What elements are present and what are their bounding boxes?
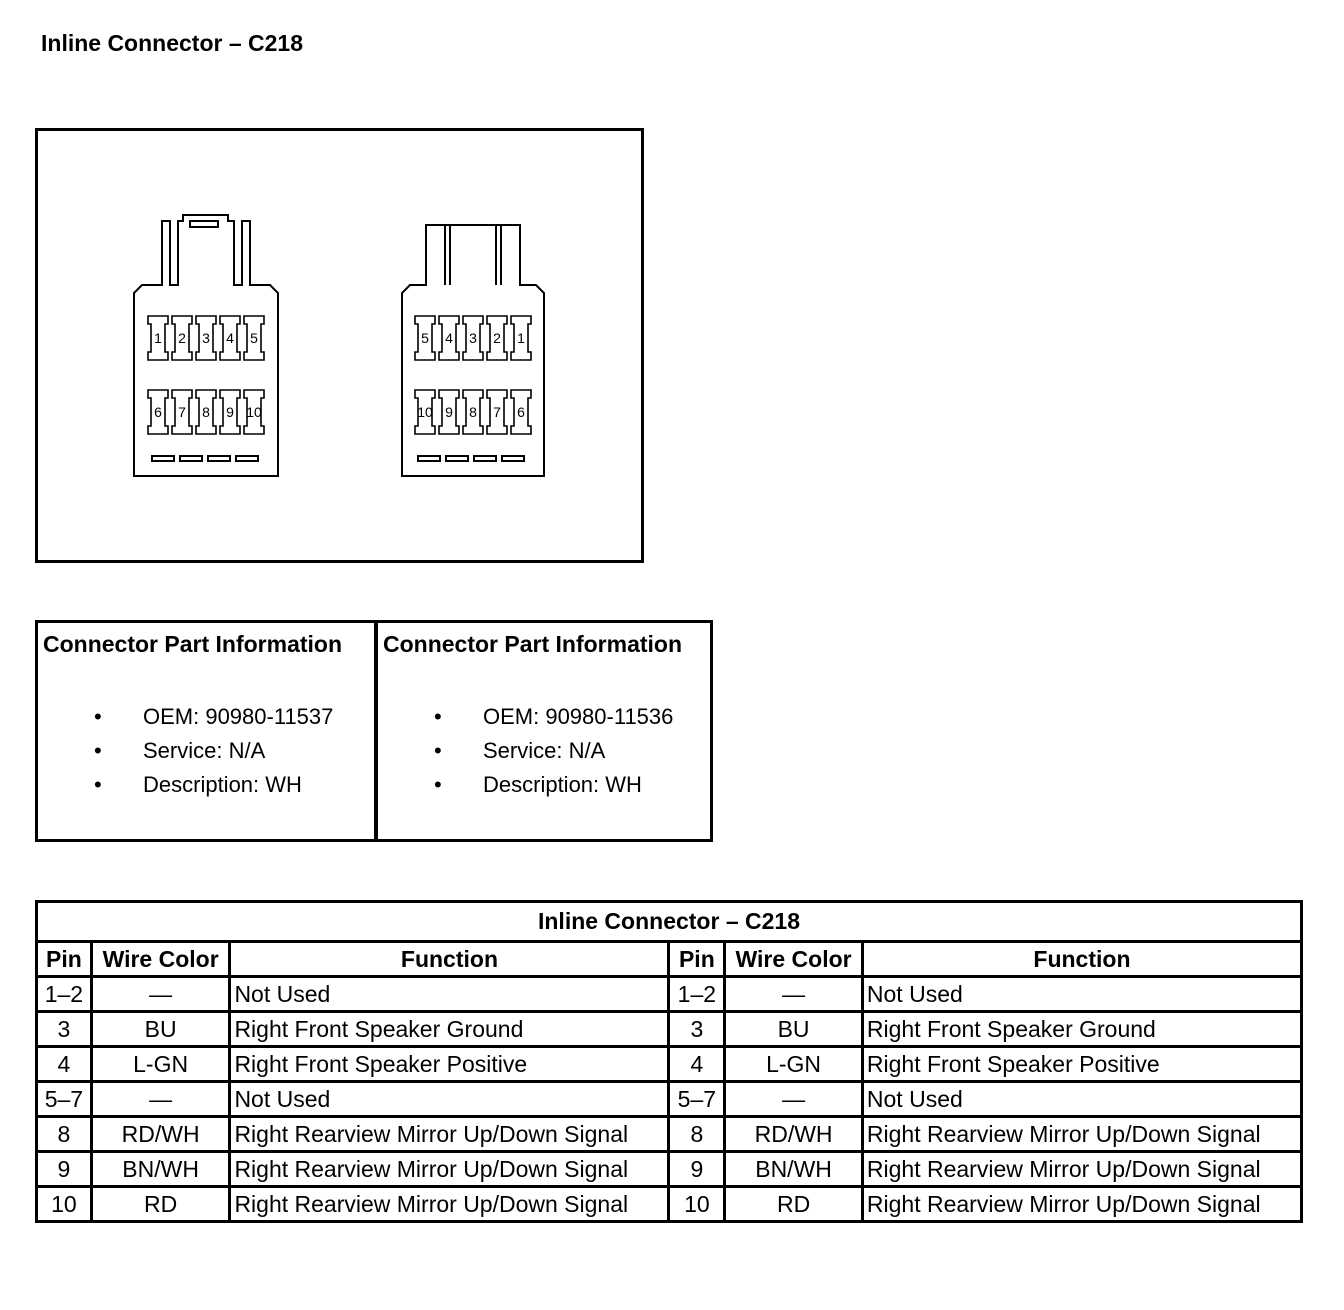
pin-cavity (487, 390, 507, 434)
pin-table-body (37, 977, 1302, 1222)
pin-cavity (196, 316, 216, 360)
pin-cavity (220, 390, 240, 434)
table-cell: Right Rearview Mirror Up/Down Signal (230, 1117, 669, 1152)
pin-cavity (415, 390, 435, 434)
table-row (37, 1117, 1302, 1152)
table-cell: Right Front Speaker Positive (862, 1047, 1301, 1082)
table-cell: RD (91, 1187, 230, 1222)
table-cell: 8 (669, 1117, 725, 1152)
table-cell: 1–2 (37, 977, 92, 1012)
table-cell: Not Used (230, 977, 669, 1012)
pin-cavity (463, 390, 483, 434)
part-info-heading: Connector Part Information (383, 631, 683, 657)
table-cell: Right Rearview Mirror Up/Down Signal (230, 1152, 669, 1187)
table-cell: — (725, 977, 863, 1012)
column-header-function: Function (230, 942, 669, 977)
connector-diagram (35, 128, 644, 563)
table-cell: 3 (669, 1012, 725, 1047)
pin-cavity (511, 316, 531, 360)
pin-cavity (148, 390, 168, 434)
pin-number-label: 1 (517, 330, 525, 346)
pin-number-label: 10 (417, 404, 433, 420)
pin-cavity (172, 316, 192, 360)
table-cell: Right Rearview Mirror Up/Down Signal (862, 1117, 1301, 1152)
pin-out-table (35, 900, 1303, 1223)
right-top-pin-row (415, 316, 531, 360)
table-cell: Not Used (862, 977, 1301, 1012)
column-header-wire-color: Wire Color (725, 942, 863, 977)
pin-number-label: 6 (154, 404, 162, 420)
table-cell: Right Rearview Mirror Up/Down Signal (230, 1187, 669, 1222)
table-cell: 4 (37, 1047, 92, 1082)
pin-cavity (415, 316, 435, 360)
table-cell: BN/WH (91, 1152, 230, 1187)
part-info-heading: Connector Part Information (43, 631, 343, 657)
column-header-wire-color: Wire Color (91, 942, 230, 977)
bullet-icon: • (434, 738, 442, 763)
pin-cavity (172, 390, 192, 434)
table-cell: RD/WH (725, 1117, 863, 1152)
bullet-icon: • (94, 704, 102, 729)
pin-number-label: 2 (178, 330, 186, 346)
pin-number-label: 1 (154, 330, 162, 346)
bullet-icon: • (94, 772, 102, 797)
pin-number-label: 7 (493, 404, 501, 420)
connector-part-information-table (35, 620, 713, 842)
pin-number-label: 9 (445, 404, 453, 420)
table-cell: 9 (37, 1152, 92, 1187)
table-row (37, 1152, 1302, 1187)
pin-number-label: 8 (202, 404, 210, 420)
pin-cavity (148, 316, 168, 360)
table-row (37, 1047, 1302, 1082)
pin-number-label: 7 (178, 404, 186, 420)
left-bottom-pin-row (148, 390, 264, 434)
table-cell: 4 (669, 1047, 725, 1082)
pin-number-label: 10 (246, 404, 262, 420)
pin-number-label: 9 (226, 404, 234, 420)
pin-number-label: 8 (469, 404, 477, 420)
table-cell: 5–7 (37, 1082, 92, 1117)
table-cell: L-GN (725, 1047, 863, 1082)
table-cell: Right Rearview Mirror Up/Down Signal (862, 1187, 1301, 1222)
pin-cavity (244, 390, 264, 434)
bullet-icon: • (94, 738, 102, 763)
table-cell: 1–2 (669, 977, 725, 1012)
pin-cavity (196, 390, 216, 434)
part-info-cell-right: Connector Part Information • OEM: 90980-11536 • Service: N/A • Description: WH (374, 623, 710, 839)
table-cell: Right Rearview Mirror Up/Down Signal (862, 1152, 1301, 1187)
table-title: Inline Connector – C218 (37, 902, 1302, 942)
left-top-pin-row (148, 316, 264, 360)
connector-face-drawing (38, 131, 641, 560)
table-cell: 8 (37, 1117, 92, 1152)
table-cell: Not Used (862, 1082, 1301, 1117)
table-row (37, 1082, 1302, 1117)
pin-number-label: 5 (421, 330, 429, 346)
pin-cavity (463, 316, 483, 360)
table-row (37, 1012, 1302, 1047)
table-cell: 10 (669, 1187, 725, 1222)
table-cell: — (725, 1082, 863, 1117)
pin-cavity (511, 390, 531, 434)
page-title: Inline Connector – C218 (41, 30, 304, 56)
table-cell: RD/WH (91, 1117, 230, 1152)
table-cell: RD (725, 1187, 863, 1222)
table-cell: Right Front Speaker Positive (230, 1047, 669, 1082)
table-cell: — (91, 1082, 230, 1117)
part-info-cell-left: Connector Part Information • OEM: 90980-11537 • Service: N/A • Description: WH (43, 631, 343, 797)
pin-cavity (487, 316, 507, 360)
table-cell: BU (91, 1012, 230, 1047)
table-cell: BN/WH (725, 1152, 863, 1187)
table-cell: 9 (669, 1152, 725, 1187)
pin-number-label: 4 (445, 330, 453, 346)
table-cell: — (91, 977, 230, 1012)
pin-number-label: 3 (202, 330, 210, 346)
bullet-icon: • (434, 772, 442, 797)
pin-cavity (244, 316, 264, 360)
bullet-icon: • (434, 704, 442, 729)
pin-cavity (439, 390, 459, 434)
pin-number-label: 3 (469, 330, 477, 346)
table-cell: 5–7 (669, 1082, 725, 1117)
column-header-pin: Pin (669, 942, 725, 977)
column-header-pin: Pin (37, 942, 92, 977)
table-cell: 10 (37, 1187, 92, 1222)
table-cell: 3 (37, 1012, 92, 1047)
table-cell: Not Used (230, 1082, 669, 1117)
table-cell: L-GN (91, 1047, 230, 1082)
pin-number-label: 2 (493, 330, 501, 346)
pin-number-label: 4 (226, 330, 234, 346)
pin-cavity (220, 316, 240, 360)
right-connector (402, 225, 544, 476)
table-cell: Right Front Speaker Ground (230, 1012, 669, 1047)
pin-cavity (439, 316, 459, 360)
table-row (37, 1187, 1302, 1222)
column-header-function: Function (862, 942, 1301, 977)
pin-number-label: 5 (250, 330, 258, 346)
right-bottom-pin-row (415, 390, 531, 434)
pin-number-label: 6 (517, 404, 525, 420)
table-cell: Right Front Speaker Ground (862, 1012, 1301, 1047)
table-cell: BU (725, 1012, 863, 1047)
table-row (37, 977, 1302, 1012)
